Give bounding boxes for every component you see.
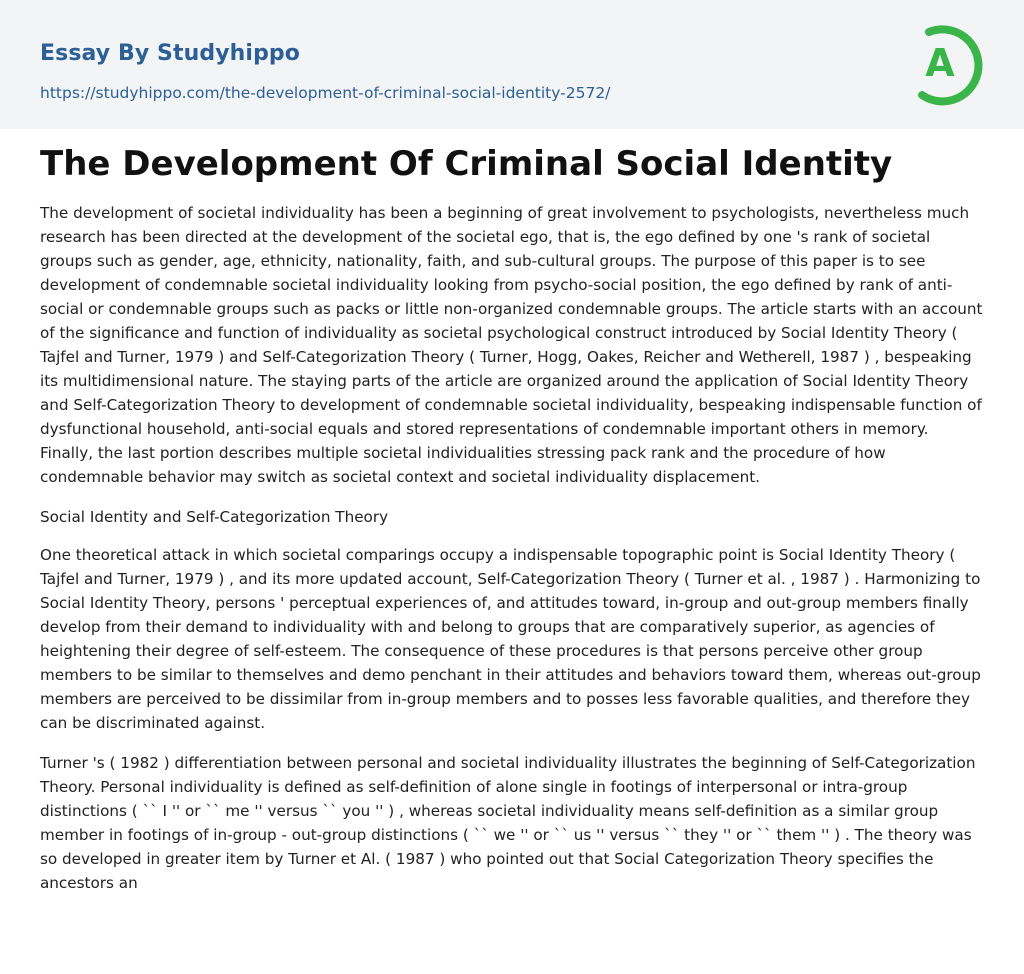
- essay-paragraph-1: The development of societal individuality has been a beginning of great involvement to psychologists, nevertheless much research has been directed at the development of the societal ego, that is, the ego defined by one 's rank of societal groups such as gender, age, ethnicity, nationality, faith, and sub-cultural groups. The purpose of this paper is to see development of condemnable societal individuality looking from psycho-social position, the ego defined by rank of anti-social or condemnable groups such as packs or little non-organized condemnable groups. The article starts with an account of the significance and function of individuality as societal psychological construct introduced by Social Identity Theory ( Tajfel and Turner, 1979 ) and Self-Categorization Theory ( Turner, Hogg, Oakes, Reicher and Wetherell, 1987 ) , bespeaking its multidimensional nature. The staying parts of the article are organized around the application of Social Identity Theory and Self-Categorization Theory to development of condemnable societal individuality, bespeaking indispensable function of dysfunctional household, anti-social equals and stored representations of condemnable important others in memory. Finally, the last portion describes multiple societal individualities stressing pack rank and the procedure of how condemnable behavior may switch as societal context and societal individuality displacement.: [40, 204, 983, 486]
- logo-letter: A: [925, 41, 955, 85]
- section-subheading: Social Identity and Self-Categorization Theory: [40, 508, 389, 526]
- essay-paragraph-3: Turner 's ( 1982 ) differentiation between personal and societal individuality illustrates the beginning of Self-Categorization Theory. Personal individuality is defined as self-definition of alone single in footings of interpersonal or intra-group distinctions ( `` I '' or `` me '' versus `` you '' ) , whereas societal individuality means self-definition as a similar group member in footings of in-group - out-group distinctions ( `` we '' or `` us '' versus `` they '' or `` them '' ) . The theory was so developed in greater item by Turner et Al. ( 1987 ) who pointed out that Social Categorization Theory specifies the ancestors an: [40, 754, 976, 892]
- page-title: The Development Of Criminal Social Identity: [40, 144, 893, 184]
- studyhippo-logo-icon: [912, 18, 988, 108]
- essay-paragraph-2: One theoretical attack in which societal comparings occupy a indispensable topographic point is Social Identity Theory ( Tajfel and Turner, 1979 ) , and its more updated account, Self-Categorization Theory ( Turner et al. , 1987 ) . Harmonizing to Social Identity Theory, persons ' perceptual experiences of, and attitudes toward, in-group and out-group members finally develop from their demand to individuality with and belong to groups that are comparatively superior, as agencies of heightening their degree of self-esteem. The consequence of these procedures is that persons perceive other group members to be similar to themselves and demo penchant in their attitudes and behaviors toward them, whereas out-group members are perceived to be dissimilar from in-group members and to posses less favorable qualities, and therefore they can be discriminated against.: [40, 546, 981, 732]
- source-url-link[interactable]: https://studyhippo.com/the-development-of-criminal-social-identity-2572/: [40, 84, 611, 102]
- brand-title: Essay By Studyhippo: [40, 41, 300, 66]
- essay-header: [0, 0, 1024, 129]
- essay-content: [40, 201, 986, 895]
